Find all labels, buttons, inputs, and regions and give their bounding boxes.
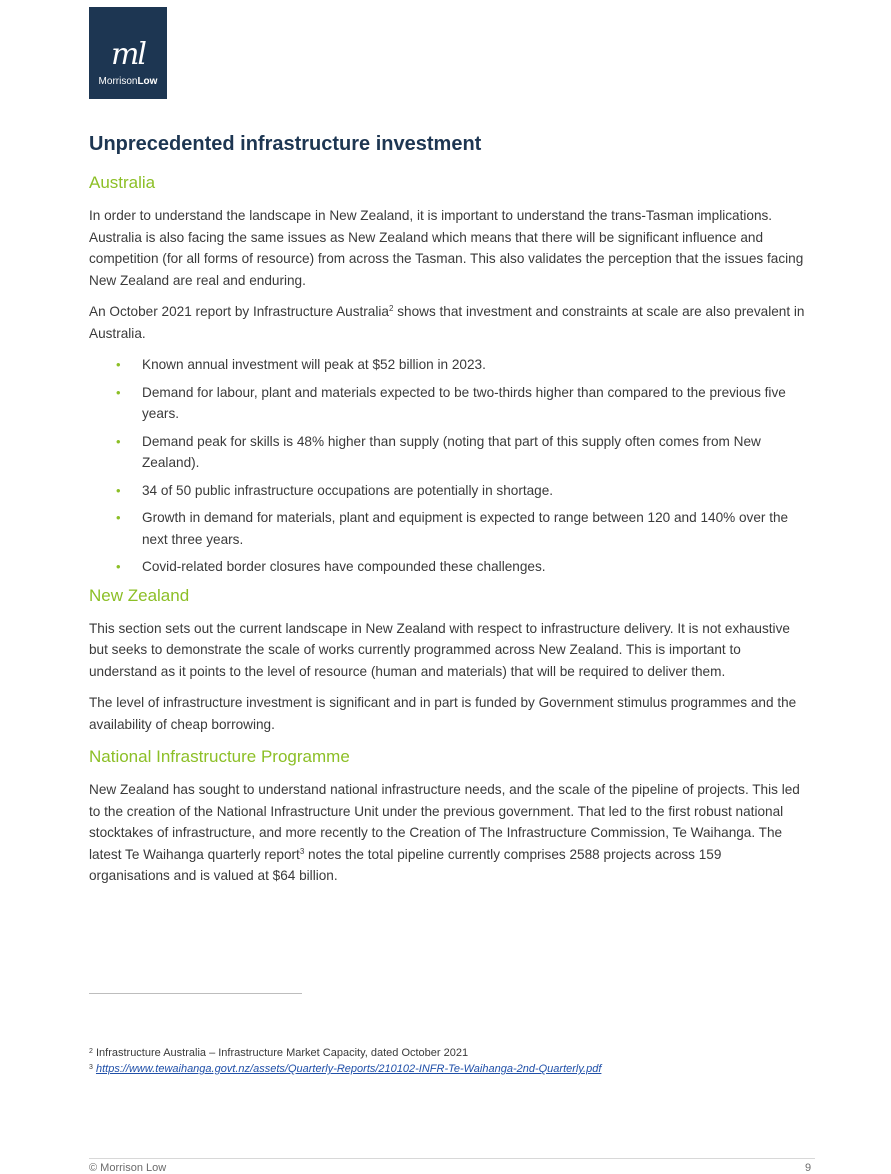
list-item: • Growth in demand for materials, plant and equipment is expected to range between 120 and 140% over the next three years. (89, 507, 805, 550)
logo-wordmark: MorrisonLow (98, 76, 158, 87)
footer-copyright: © Morrison Low (89, 1162, 167, 1174)
footer-divider (89, 1158, 815, 1159)
heading-australia: Australia (89, 173, 156, 192)
list-item: • Known annual investment will peak at $52 billion in 2023. (89, 354, 805, 376)
list-item: • Demand peak for skills is 48% higher than supply (noting that part of this supply often comes from New Zealand). (89, 431, 805, 474)
footnote-3: $^3$ https://www.tewaihanga.govt.nz/assets/Quarterly-Reports/210102-INFR-Te-Waihanga-2nd-Quarterly.pdf (89, 1063, 602, 1075)
page-content (89, 131, 805, 897)
bullet-icon: • (116, 384, 121, 400)
bullet-icon: • (116, 559, 121, 574)
footnote-3-link[interactable]: https://www.tewaihanga.govt.nz/assets/Quarterly-Reports/210102-INFR-Te-Waihanga-2nd-Quarterly.pdf (95, 1063, 602, 1075)
bullet-icon: • (116, 510, 121, 525)
australia-paragraph-1: In order to understand the landscape in New Zealand, it is important to understand the trans-Tasman implications. Australia is also facing the same issues as New Zealand which means that there will be significant influence and competition (for all forms of resource) from across the Tasman. This also validates the perception that the issues facing New Zealand are real and enduring. (89, 208, 804, 288)
morrisonlow-logo (89, 7, 167, 99)
bullet-icon: • (116, 357, 121, 372)
heading-new-zealand: New Zealand (89, 585, 190, 605)
bullet-icon: • (116, 433, 121, 449)
bullet-icon: • (116, 482, 121, 498)
page-number: 9 (805, 1162, 812, 1174)
page-title: Unprecedented infrastructure investment (89, 133, 482, 155)
australia-paragraph-2: An October 2021 report by Infrastructure Australia$^2$ shows that investment and constraints at scale are also prevalent in Australia. (89, 304, 805, 341)
footnote-2: $^2$ Infrastructure Australia – Infrastructure Market Capacity, dated October 2021 (89, 1047, 469, 1059)
new-zealand-paragraph-2: The level of infrastructure investment is significant and in part is funded by Government stimulus programmes and the availability of cheap borrowing. (89, 695, 797, 732)
list-item: • Demand for labour, plant and materials expected to be two-thirds higher than compared to the previous five years. (89, 382, 805, 425)
list-item: • Covid-related border closures have compounded these challenges. (89, 556, 805, 578)
footnote-ref-2[interactable]: 2 (388, 304, 394, 313)
footnote-ref-3[interactable]: 3 (299, 846, 305, 856)
list-item: • 34 of 50 public infrastructure occupations are potentially in shortage. (89, 480, 805, 502)
footnotes (89, 1045, 805, 1077)
australia-bullet-list (89, 354, 805, 578)
logo-mark: ml (110, 37, 146, 72)
nip-paragraph-1: New Zealand has sought to understand national infrastructure needs, and the scale of the pipeline of projects. This led to the creation of the National Infrastructure Unit under the previous government. That led to the first robust national stocktakes of infrastructure, and more recently to the Creation of The Infrastructure Commission, Te Waihanga. The latest Te Waihanga quarterly report$^3$ notes the total pipeline currently comprises 2588 projects across 159 organisations and is valued at $64 billion. (89, 782, 800, 883)
new-zealand-paragraph-1: This section sets out the current landscape in New Zealand with respect to infrastructure delivery. It is not exhaustive but seeks to demonstrate the scale of works currently programmed across New Zealand. This is important to understand as it points to the level of resource (human and materials) that will be required to deliver them. (89, 620, 790, 679)
footnote-divider (89, 993, 302, 994)
heading-national-infrastructure-programme: National Infrastructure Programme (89, 747, 350, 766)
